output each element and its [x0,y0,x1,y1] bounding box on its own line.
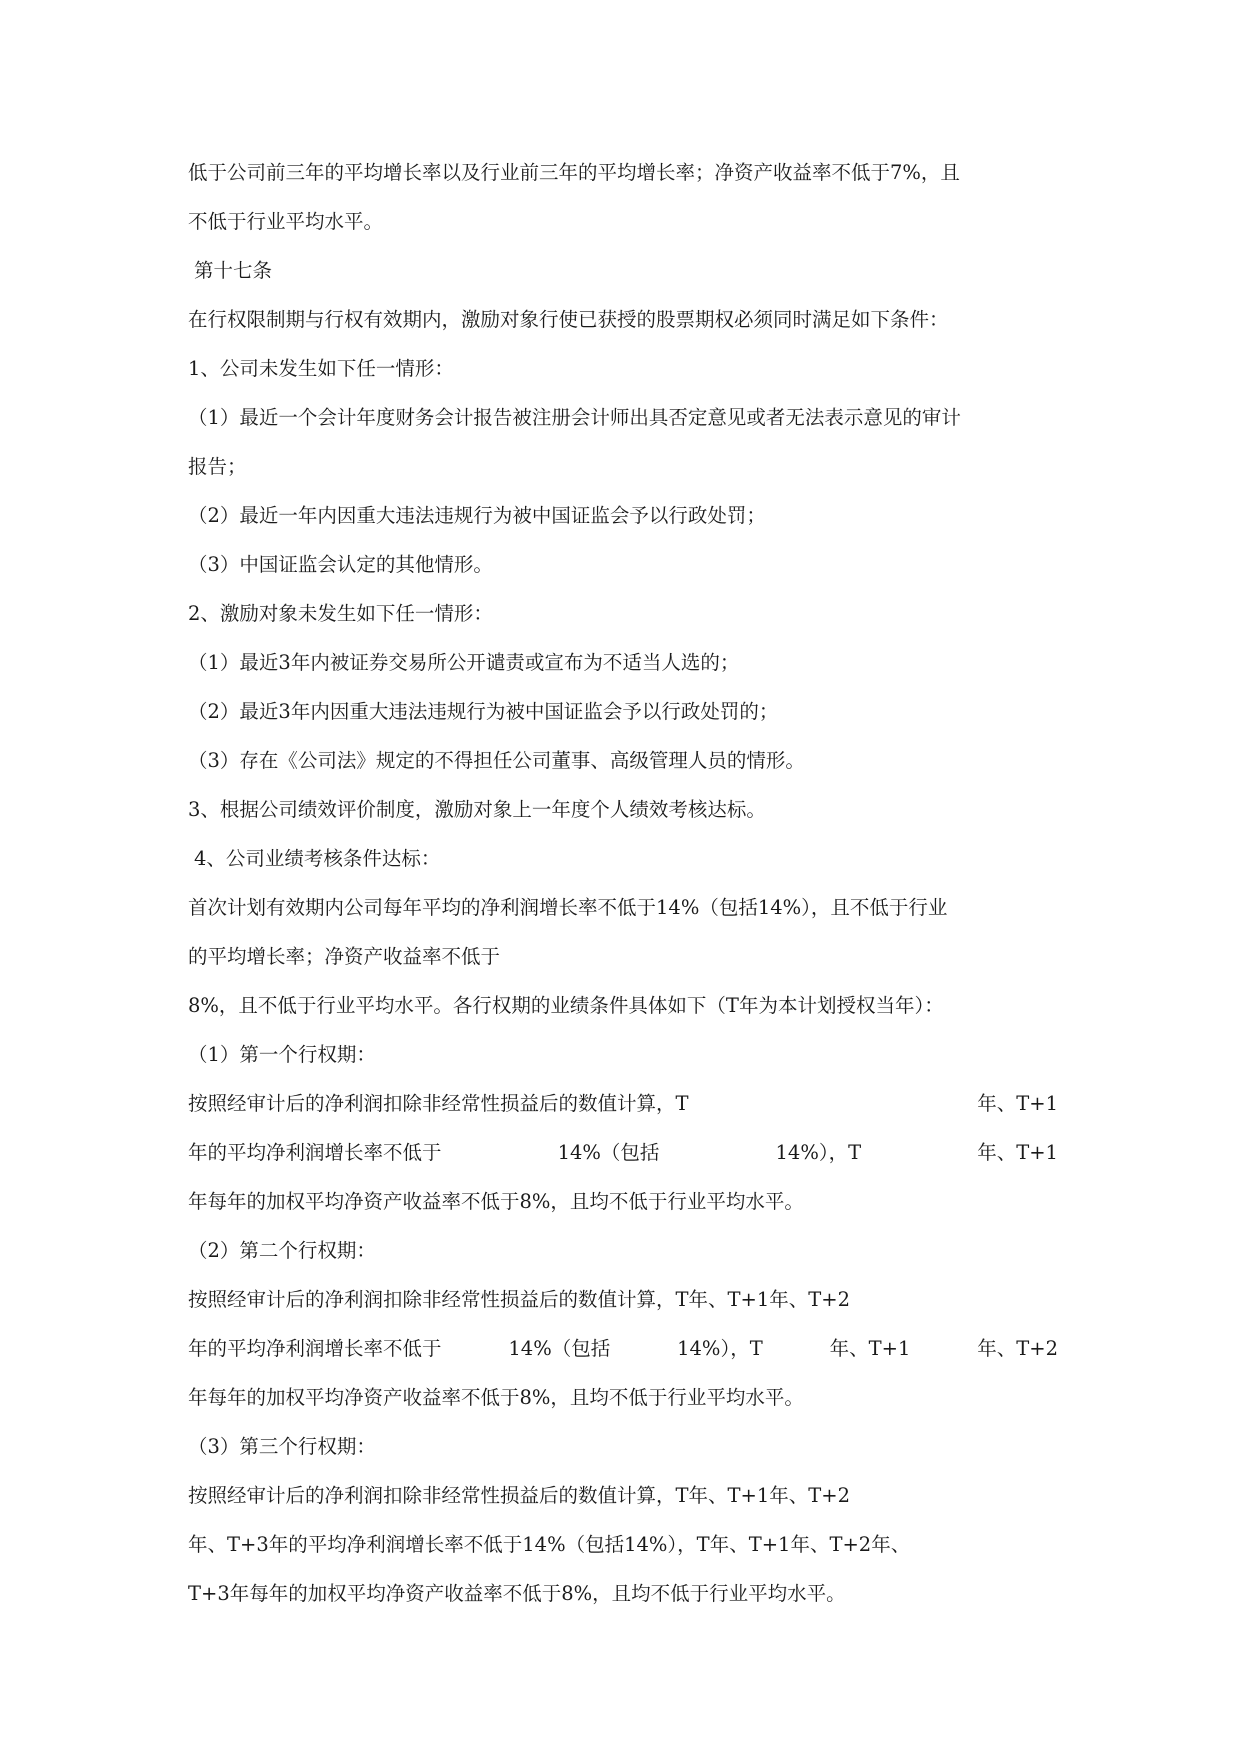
period-heading: （1）第一个行权期： [188,1043,376,1066]
list-item: （3）存在《公司法》规定的不得担任公司董事、高级管理人员的情形。 [188,749,805,772]
text-line: 年、T+3年的平均净利润增长率不低于14%（包括14%），T年、T+1年、T+2年、 [188,1533,911,1556]
text-segment: 年的平均净利润增长率不低于 [188,1337,442,1360]
list-item: （3）中国证监会认定的其他情形。 [188,553,493,576]
text-line: 不低于行业平均水平。 [188,210,384,233]
list-item: （2）最近3年内因重大违法违规行为被中国证监会予以行政处罚的； [188,700,779,723]
list-item: （2）最近一年内因重大违法违规行为被中国证监会予以行政处罚； [188,504,766,527]
text-segment: 年、T+1 [977,1092,1058,1115]
text-line [188,1332,1058,1366]
text-line: 按照经审计后的净利润扣除非经常性损益后的数值计算，T年、T+1年、T+2 [188,1484,851,1507]
text-segment: 按照经审计后的净利润扣除非经常性损益后的数值计算，T [188,1092,689,1115]
period-heading: （2）第二个行权期： [188,1239,376,1262]
text-line: 年每年的加权平均净资产收益率不低于8%，且均不低于行业平均水平。 [188,1190,804,1213]
article-heading: 第十七条 [194,259,273,282]
text-segment: 14%），T [775,1141,862,1164]
text-segment: 14%（包括 [557,1141,660,1164]
text-line [188,1136,1058,1170]
list-item: （1）最近一个会计年度财务会计报告被注册会计师出具否定意见或者无法表示意见的审计 [188,406,961,429]
list-item: 3、根据公司绩效评价制度，激励对象上一年度个人绩效考核达标。 [188,798,766,821]
list-item: 2、激励对象未发生如下任一情形： [188,602,493,625]
text-line: T+3年每年的加权平均净资产收益率不低于8%，且均不低于行业平均水平。 [188,1582,846,1605]
text-line: 的平均增长率；净资产收益率不低于 [188,945,501,968]
period-heading: （3）第三个行权期： [188,1435,376,1458]
text-segment: 年、T+1 [977,1141,1058,1164]
text-line: 按照经审计后的净利润扣除非经常性损益后的数值计算，T年、T+1年、T+2 [188,1288,851,1311]
list-item: （1）最近3年内被证券交易所公开谴责或宣布为不适当人选的； [188,651,740,674]
text-line: 低于公司前三年的平均增长率以及行业前三年的平均增长率；净资产收益率不低于7%，且 [188,161,960,184]
text-line: 首次计划有效期内公司每年平均的净利润增长率不低于14%（包括14%），且不低于行业 [188,896,948,919]
list-item: 1、公司未发生如下任一情形： [188,357,454,380]
text-line: 在行权限制期与行权有效期内，激励对象行使已获授的股票期权必须同时满足如下条件： [188,308,949,331]
text-line: 年每年的加权平均净资产收益率不低于8%，且均不低于行业平均水平。 [188,1386,804,1409]
text-line: 8%，且不低于行业平均水平。各行权期的业绩条件具体如下（T年为本计划授权当年）： [188,994,944,1017]
text-line [188,1087,1058,1121]
text-segment: 14%），T [677,1337,763,1360]
text-segment: 年、T+1 [829,1337,911,1360]
text-line: 报告； [188,455,247,478]
text-segment: 年的平均净利润增长率不低于 [188,1141,442,1164]
list-item: 4、公司业绩考核条件达标： [194,847,441,870]
text-segment: 14%（包括 [508,1337,611,1360]
text-segment: 年、T+2 [977,1337,1058,1360]
